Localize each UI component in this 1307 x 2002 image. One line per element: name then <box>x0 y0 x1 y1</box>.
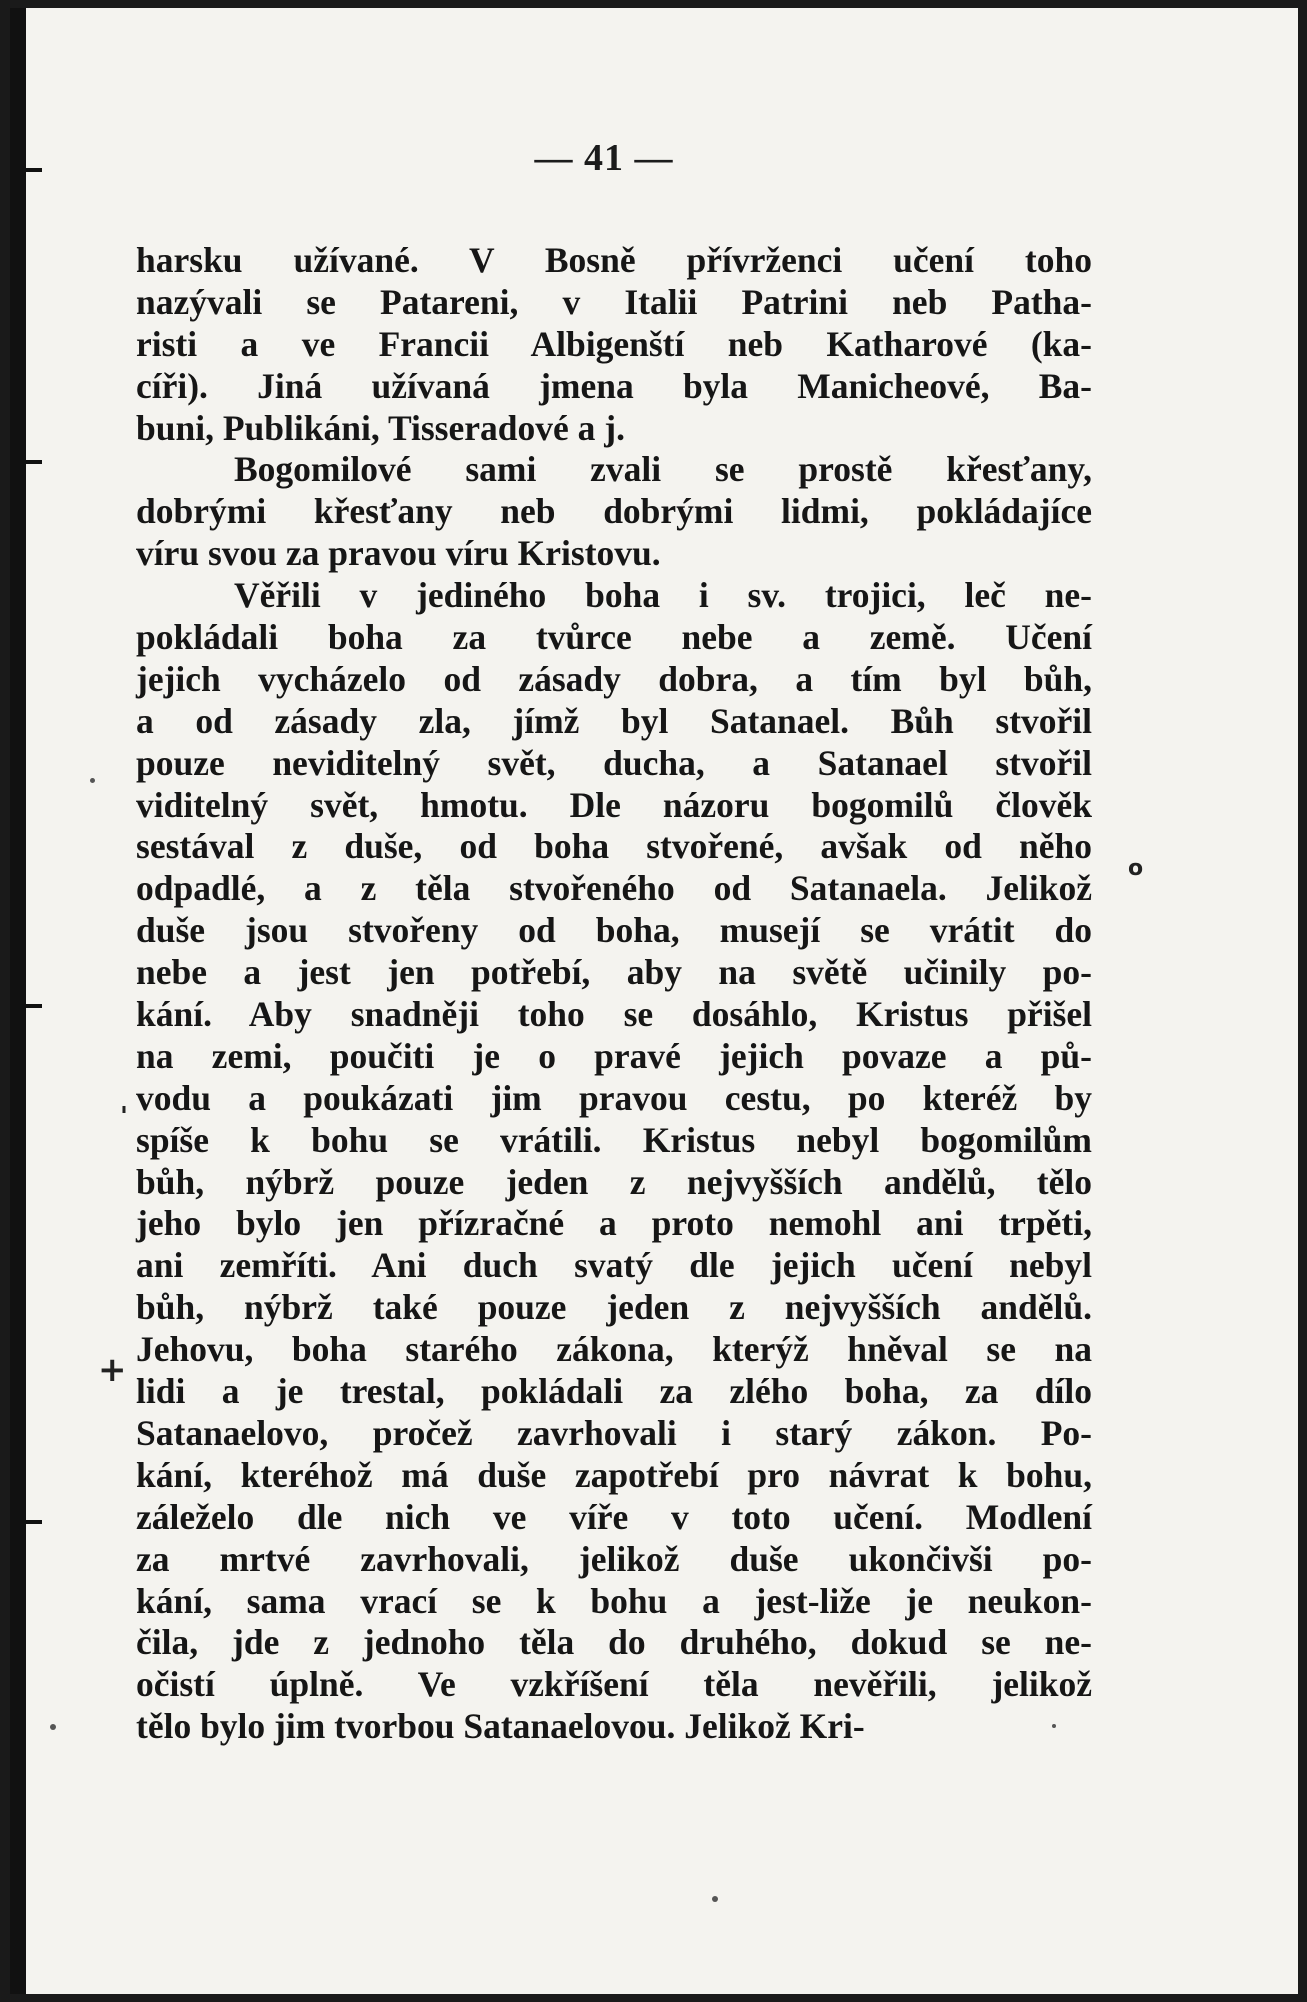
text-line: Bogomilové sami zvali se prostě křesťany, <box>234 449 1092 490</box>
text-line: na zemi, poučiti je o pravé jejich povaze a pů- <box>136 1035 1092 1076</box>
text-line: čila, jde z jednoho těla do druhého, dokud se ne- <box>136 1622 1092 1663</box>
margin-cross-mark: + <box>98 1350 127 1390</box>
text-line: nebe a jest jen potřebí, aby na světě učinily po- <box>136 952 1092 993</box>
text-line: sestával z duše, od boha stvořené, avšak od něho <box>136 826 1092 867</box>
spine-mark <box>20 1004 42 1008</box>
text-line: očistí úplně. Ve vzkříšení těla nevěřili, jelikož <box>136 1664 1092 1705</box>
text-line: tělo bylo jim tvorbou Satanaelovou. Jelikož Kri- <box>136 1706 865 1747</box>
text-line: záleželo dle nich ve víře v toto učení. Modlení <box>136 1496 1092 1537</box>
text-line: bůh, nýbrž také pouze jeden z nejvyšších andělů. <box>136 1287 1092 1328</box>
text-line: za mrtvé zavrhovali, jelikož duše ukončivši po- <box>136 1538 1092 1579</box>
text-line: kání, kteréhož má duše zapotřebí pro návrat k bohu, <box>136 1454 1092 1495</box>
text-line: viditelný svět, hmotu. Dle názoru bogomilů člověk <box>136 784 1092 825</box>
text-line: jeho bylo jen přízračné a proto nemohl ani trpěti, <box>136 1203 1092 1244</box>
text-line: duše jsou stvořeny od boha, musejí se vrátit do <box>136 910 1092 951</box>
scan-speck <box>50 1724 56 1730</box>
text-line: Věřili v jediného boha i sv. trojici, leč ne- <box>234 575 1092 616</box>
margin-circle-mark: o <box>1128 856 1144 881</box>
text-line: bůh, nýbrž pouze jeden z nejvyšších andělů, tělo <box>136 1161 1092 1202</box>
text-line: harsku užívané. V Bosně přívrženci učení toho <box>136 240 1092 280</box>
text-line: víru svou za pravou víru Kristovu. <box>136 533 661 574</box>
scan-speck <box>1052 1724 1056 1728</box>
text-line: kání, sama vrací se k bohu a jest-liže je neukon- <box>136 1580 1092 1621</box>
text-line: jejich vycházelo od zásady dobra, a tím byl bůh, <box>136 658 1092 699</box>
scan-speck <box>712 1896 718 1902</box>
text-line: kání. Aby snadněji toho se dosáhlo, Kristus přišel <box>136 994 1092 1035</box>
page-number: — 41 — <box>534 137 674 179</box>
margin-tick-mark: ' <box>120 1102 128 1132</box>
text-line: buni, Publikáni, Tisseradové a j. <box>136 407 625 448</box>
page-spine-edge <box>10 8 26 1994</box>
text-line: lidi a je trestal, pokládali za zlého boha, za dílo <box>136 1371 1092 1412</box>
scanned-page <box>10 8 1298 1994</box>
text-line: vodu a poukázati jim pravou cestu, po kteréž by <box>136 1077 1092 1118</box>
text-line: nazývali se Patareni, v Italii Patrini neb Patha- <box>136 281 1092 322</box>
text-line: pokládali boha za tvůrce nebe a země. Učení <box>136 617 1092 658</box>
text-line: dobrými křesťany neb dobrými lidmi, pokládajíce <box>136 491 1092 532</box>
spine-mark <box>20 1520 42 1524</box>
text-line: Jehovu, boha starého zákona, kterýž hněval se na <box>136 1329 1092 1370</box>
spine-mark <box>20 460 42 464</box>
text-line: spíše k bohu se vrátili. Kristus nebyl bogomilům <box>136 1119 1092 1160</box>
text-line: risti a ve Francii Albigenští neb Katharové (ka- <box>136 323 1092 364</box>
scan-speck <box>90 778 95 783</box>
text-line: odpadlé, a z těla stvořeného od Satanaela. Jelikož <box>136 868 1092 909</box>
text-line: Satanaelovo, pročež zavrhovali i starý zákon. Po- <box>136 1412 1092 1453</box>
text-line: ani zemříti. Ani duch svatý dle jejich učení nebyl <box>136 1245 1092 1286</box>
text-line: cíři). Jiná užívaná jmena byla Manicheové, Ba- <box>136 365 1092 406</box>
text-line: a od zásady zla, jímž byl Satanael. Bůh stvořil <box>136 700 1092 741</box>
text-line: pouze neviditelný svět, ducha, a Satanael stvořil <box>136 742 1092 783</box>
body-text <box>136 240 1092 1748</box>
